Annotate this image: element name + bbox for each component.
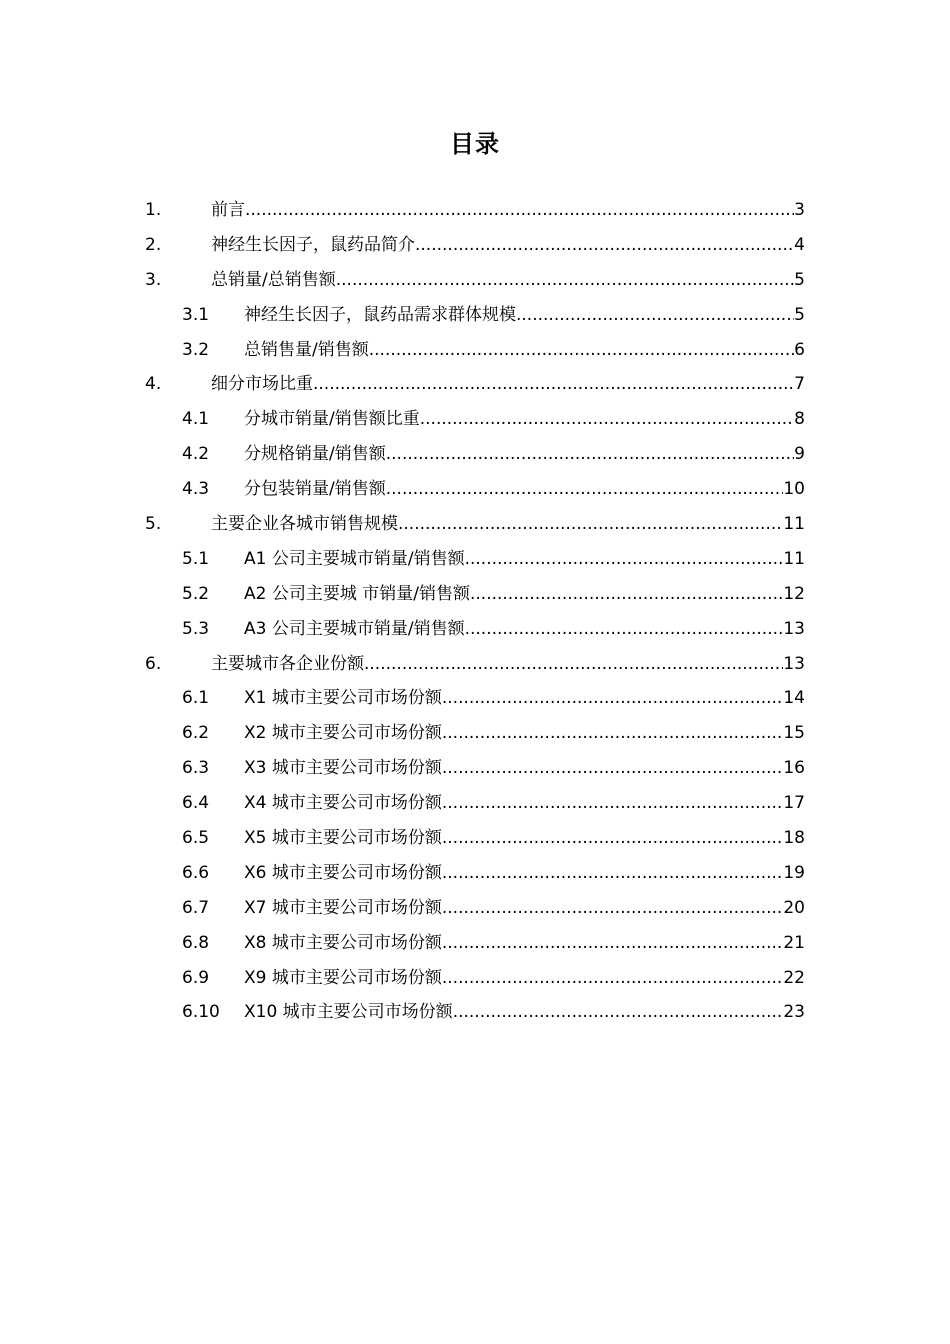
toc-entry[interactable] [0, 680, 950, 715]
toc-entry[interactable] [0, 960, 950, 995]
toc-entry-number: 6.7 [182, 897, 210, 918]
toc-entry-body [244, 750, 805, 786]
toc-entry-body [244, 436, 805, 472]
toc-entry-page-number: 3 [794, 200, 805, 220]
toc-dot-leader [313, 366, 794, 402]
toc-entry[interactable] [0, 785, 950, 820]
toc-entry-number: 5.1 [182, 548, 210, 569]
toc-entry-body [244, 855, 805, 891]
toc-entry-page-number: 17 [783, 793, 805, 814]
toc-entry-title: X7 城市主要公司市场份额 [244, 897, 442, 918]
toc-entry-page-number: 5 [794, 304, 805, 325]
toc-entry-body [211, 262, 805, 298]
toc-entry-title: A1 公司主要城市销量/销售额 [244, 548, 465, 569]
toc-entry-body [244, 994, 805, 1030]
toc-title: 目录 [450, 130, 500, 158]
toc-dot-leader [442, 820, 783, 856]
toc-dot-leader [442, 715, 783, 751]
toc-entry-body [244, 960, 805, 996]
toc-entry-number: 5. [145, 514, 162, 535]
toc-entry-body [211, 646, 805, 682]
toc-entry-page-number: 16 [783, 758, 805, 779]
toc-dot-leader [442, 890, 783, 926]
toc-entry-body [244, 297, 805, 333]
toc-entry-page-number: 11 [783, 514, 805, 535]
toc-dot-leader [245, 192, 794, 228]
toc-entry-title: X10 城市主要公司市场份额 [244, 1002, 453, 1023]
toc-entry-number: 6. [145, 653, 162, 674]
toc-dot-leader [415, 227, 794, 263]
toc-dot-leader [470, 576, 783, 612]
toc-entry-body [244, 715, 805, 751]
toc-entry-title: 总销售量/销售额 [244, 339, 369, 360]
toc-entry-page-number: 6 [794, 339, 805, 360]
toc-entry-number: 6.8 [182, 932, 210, 953]
toc-entry-body [244, 925, 805, 961]
toc-entry[interactable] [0, 925, 950, 960]
toc-entry-page-number: 13 [783, 653, 805, 674]
toc-entry-body [244, 680, 805, 716]
toc-entry-page-number: 23 [783, 1002, 805, 1023]
toc-entry[interactable] [0, 646, 950, 681]
toc-entry-page-number: 4 [794, 234, 805, 255]
toc-entry-title: 主要企业各城市销售规模 [211, 514, 398, 535]
toc-dot-leader [442, 750, 783, 786]
toc-entry-title: A2 公司主要城 市销量/销售额 [244, 583, 470, 604]
toc-entry-body [211, 506, 805, 542]
toc-entry-title: 神经生长因子，鼠药品需求群体规模 [244, 304, 516, 325]
toc-dot-leader [453, 994, 784, 1030]
toc-entry[interactable] [0, 541, 950, 576]
toc-entry-page-number: 14 [783, 688, 805, 709]
toc-entry-body [211, 366, 805, 402]
toc-entry-title: 细分市场比重 [211, 374, 313, 395]
toc-entry-number: 3. [145, 269, 162, 290]
toc-entry-page-number: 7 [794, 374, 805, 395]
toc-entry-page-number: 18 [783, 828, 805, 849]
toc-entry-number: 4.1 [182, 409, 210, 430]
toc-entry-number: 3.2 [182, 339, 210, 360]
toc-dot-leader [420, 401, 794, 437]
toc-entry[interactable] [0, 506, 950, 541]
toc-dot-leader [516, 297, 794, 333]
toc-entry[interactable] [0, 890, 950, 925]
toc-entry-title: 前言 [211, 200, 245, 220]
toc-entry-body [211, 192, 805, 228]
toc-entry[interactable] [0, 611, 950, 646]
toc-entry-body [244, 890, 805, 926]
toc-entry-body [244, 541, 805, 577]
toc-dot-leader [465, 611, 784, 647]
toc-dot-leader [442, 855, 783, 891]
toc-entry-number: 4.2 [182, 444, 210, 465]
toc-entry[interactable] [0, 192, 950, 227]
toc-entry-title: X1 城市主要公司市场份额 [244, 688, 442, 709]
toc-entry-body [244, 785, 805, 821]
toc-entry-number: 4. [145, 374, 162, 395]
toc-entry[interactable] [0, 994, 950, 1029]
toc-entry-number: 6.4 [182, 793, 210, 814]
toc-entry[interactable] [0, 262, 950, 297]
toc-entry[interactable] [0, 820, 950, 855]
toc-entry-title: 主要城市各企业份额 [211, 653, 364, 674]
toc-entry-number: 2. [145, 234, 162, 255]
toc-entry-number: 6.9 [182, 967, 210, 988]
toc-entry-number: 6.6 [182, 862, 210, 883]
toc-dot-leader [336, 262, 794, 298]
toc-entry-number: 4.3 [182, 479, 210, 500]
toc-entry-page-number: 22 [783, 967, 805, 988]
toc-dot-leader [442, 680, 783, 716]
toc-entry[interactable] [0, 750, 950, 785]
toc-entry-title: X9 城市主要公司市场份额 [244, 967, 442, 988]
toc-entry-page-number: 19 [783, 862, 805, 883]
toc-dot-leader [442, 785, 783, 821]
toc-entry-title: 分包装销量/销售额 [244, 479, 386, 500]
toc-entry-number: 6.3 [182, 758, 210, 779]
toc-entry-body [244, 471, 805, 507]
toc-entry-number: 5.3 [182, 618, 210, 639]
toc-entry[interactable] [0, 436, 950, 471]
toc-entry-title: X5 城市主要公司市场份额 [244, 828, 442, 849]
toc-dot-leader [442, 960, 783, 996]
toc-dot-leader [386, 471, 784, 507]
toc-entry-page-number: 15 [783, 723, 805, 744]
toc-entry-title: A3 公司主要城市销量/销售额 [244, 618, 465, 639]
toc-entry[interactable] [0, 855, 950, 890]
toc-entry-title: 神经生长因子，鼠药品简介 [211, 234, 415, 255]
toc-entry[interactable] [0, 297, 950, 332]
toc-entry[interactable] [0, 715, 950, 750]
toc-entry-body [211, 227, 805, 263]
toc-entry-title: X4 城市主要公司市场份额 [244, 793, 442, 814]
toc-entry[interactable] [0, 332, 950, 367]
toc-entry[interactable] [0, 227, 950, 262]
toc-entry-number: 6.5 [182, 828, 210, 849]
toc-list [0, 192, 950, 1029]
toc-entry[interactable] [0, 401, 950, 436]
toc-entry[interactable] [0, 576, 950, 611]
toc-entry-body [244, 611, 805, 647]
toc-dot-leader [386, 436, 794, 472]
toc-dot-leader [369, 332, 794, 368]
toc-dot-leader [465, 541, 784, 577]
toc-entry-title: X3 城市主要公司市场份额 [244, 758, 442, 779]
toc-dot-leader [364, 646, 783, 682]
toc-entry-number: 6.2 [182, 723, 210, 744]
toc-entry-page-number: 5 [794, 269, 805, 290]
toc-entry-body [244, 576, 805, 612]
toc-entry-page-number: 10 [783, 479, 805, 500]
toc-entry-number: 5.2 [182, 583, 210, 604]
toc-entry-page-number: 21 [783, 932, 805, 953]
toc-dot-leader [398, 506, 783, 542]
toc-entry-title: 分规格销量/销售额 [244, 444, 386, 465]
toc-entry[interactable] [0, 366, 950, 401]
toc-entry-page-number: 9 [794, 444, 805, 465]
toc-entry[interactable] [0, 471, 950, 506]
toc-entry-number: 3.1 [182, 304, 210, 325]
toc-entry-title: X8 城市主要公司市场份额 [244, 932, 442, 953]
toc-entry-page-number: 20 [783, 897, 805, 918]
toc-entry-body [244, 401, 805, 437]
toc-entry-page-number: 11 [783, 548, 805, 569]
toc-entry-page-number: 8 [794, 409, 805, 430]
toc-entry-title: X6 城市主要公司市场份额 [244, 862, 442, 883]
toc-entry-title: 总销量/总销售额 [211, 269, 336, 290]
toc-entry-page-number: 13 [783, 618, 805, 639]
toc-entry-title: 分城市销量/销售额比重 [244, 409, 420, 430]
toc-entry-number: 6.1 [182, 688, 210, 709]
toc-entry-number: 1. [145, 200, 162, 220]
toc-entry-page-number: 12 [783, 583, 805, 604]
toc-entry-title: X2 城市主要公司市场份额 [244, 723, 442, 744]
toc-dot-leader [442, 925, 783, 961]
toc-entry-body [244, 820, 805, 856]
toc-entry-number: 6.10 [182, 1002, 220, 1023]
toc-entry-body [244, 332, 805, 368]
